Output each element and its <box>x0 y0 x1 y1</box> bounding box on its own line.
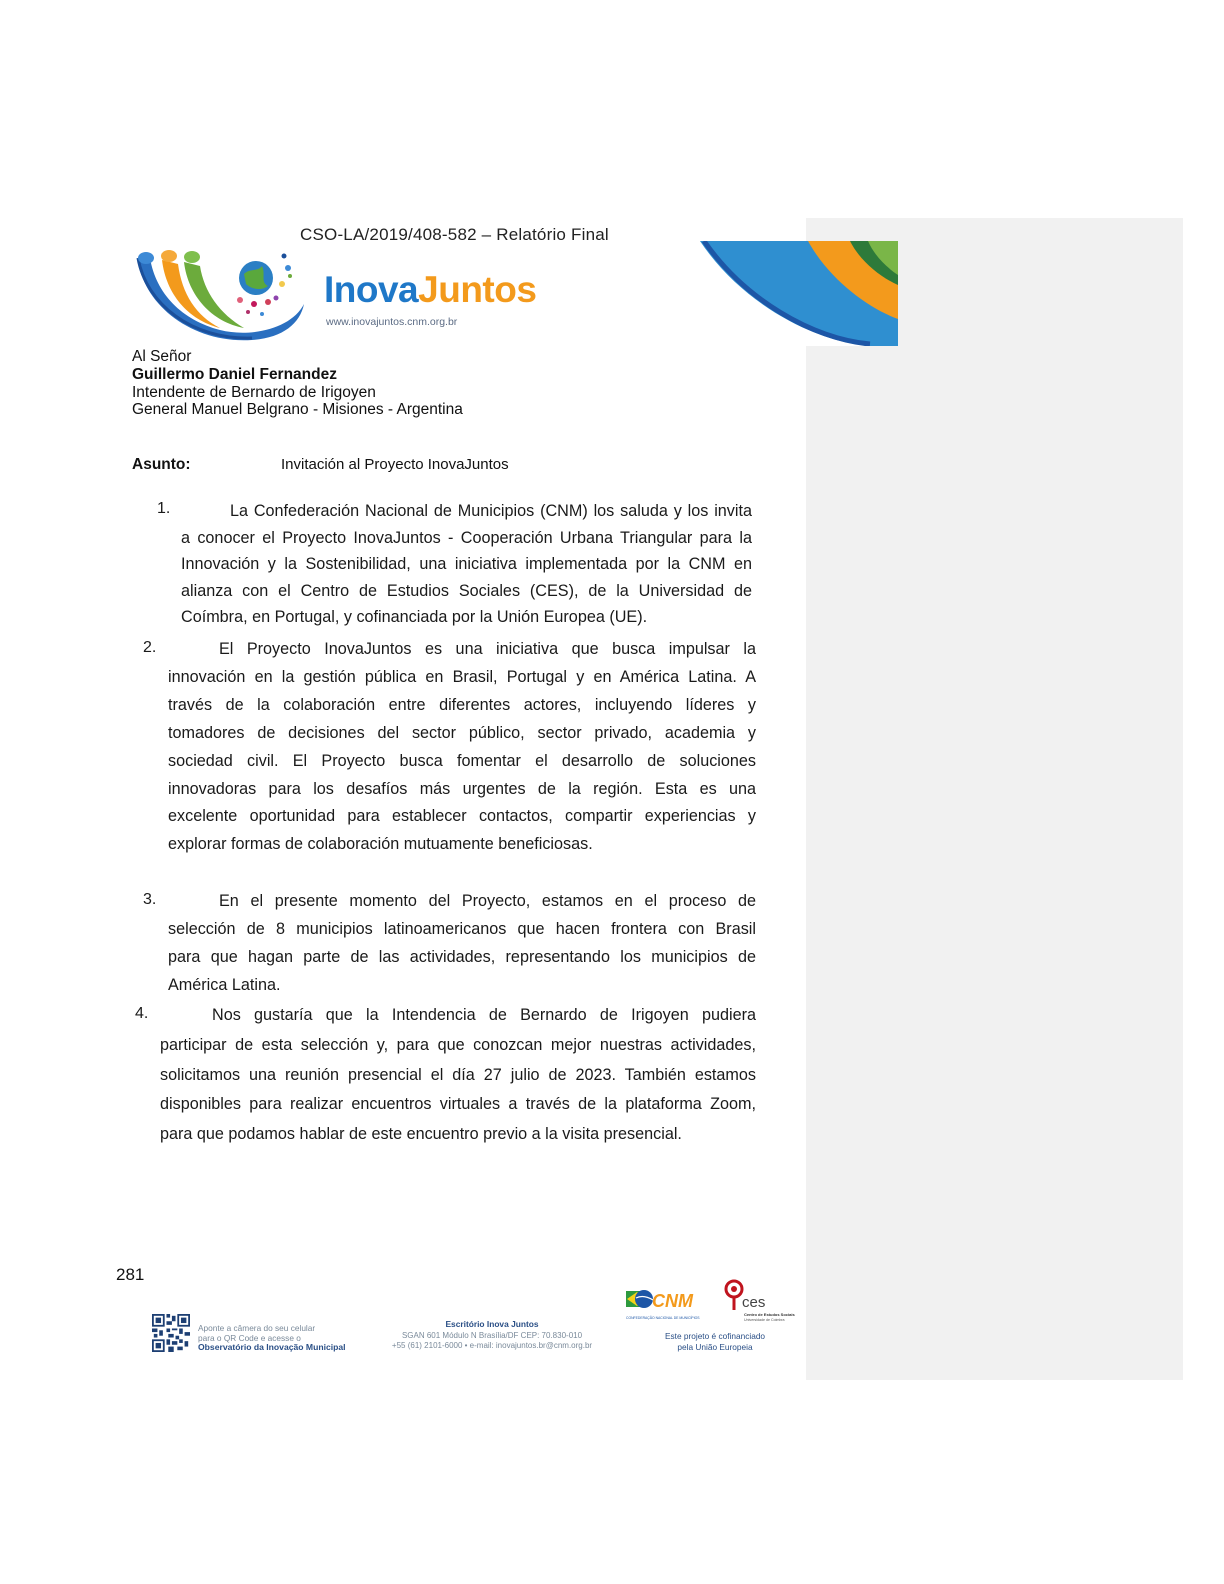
paragraph-line: La Confederación Nacional de Municipios (CNM) los saluda y los invita <box>230 502 752 520</box>
subject-value: Invitación al Proyecto InovaJuntos <box>281 456 509 473</box>
cnm-logo-icon <box>626 1285 710 1325</box>
logo-url: www.inovajuntos.cnm.org.br <box>326 316 458 328</box>
paragraph-line: En el presente momento del Proyecto, estamos en el proceso de <box>219 892 756 910</box>
cnm-logo-subtitle: CONFEDERAÇÃO NACIONAL DE MUNICÍPIOS <box>626 1316 700 1320</box>
page-number: 281 <box>116 1265 145 1284</box>
paragraph-line: El Proyecto InovaJuntos es una iniciativa que busca impulsar la <box>219 640 756 658</box>
paragraph-4 <box>160 1001 756 1150</box>
paragraph-line: participar de esta selección y, para que conozcan mejor nuestras actividades, <box>160 1035 756 1054</box>
paragraph-line: innovación en la gestión pública en Brasil, Portugal y en América Latina. A <box>168 667 756 686</box>
paragraph-line: excelente oportunidad para establecer contactos, compartir experiencias y <box>168 807 756 826</box>
paragraph-line: explorar formas de colaboración mutuamente beneficiosas. <box>168 835 593 854</box>
paragraph-line: tomadores de decisiones del sector público, sector privado, academia y <box>168 723 756 742</box>
paragraph-line: selección de 8 municipios latinoamericanos que hacen frontera con Brasil <box>168 919 756 938</box>
footer-office <box>372 1319 612 1351</box>
footer-office-address: SGAN 601 Módulo N Brasília/DF CEP: 70.830-010 <box>401 1331 583 1340</box>
footer-office-contact: +55 (61) 2101-6000 • e-mail: inovajuntos.br@cnm.org.br <box>391 1341 593 1350</box>
cnm-logo-text: CNM <box>652 1291 693 1311</box>
footer-qr-line: para o QR Code e acesse o <box>198 1332 301 1343</box>
ces-logo-icon <box>722 1279 804 1325</box>
paragraph-line: alianza con el Centro de Estudios Sociales (CES), de la Universidad de <box>181 581 752 600</box>
ces-logo-subtitle: Centro de Estudos Sociais <box>744 1312 795 1317</box>
paragraph-1-number: 1. <box>157 500 171 517</box>
paragraph-line: Coímbra, en Portugal, y cofinanciada por la Unión Europea (UE). <box>181 608 648 627</box>
logo-wordmark <box>324 270 536 310</box>
recipient-location: General Manuel Belgrano - Misiones - Argentina <box>132 401 463 418</box>
footer-eu-note <box>640 1331 790 1352</box>
paragraph-line: para que hagan parte de las actividades, representando los municipios de <box>168 947 756 966</box>
paragraph-3 <box>168 888 756 1000</box>
running-header <box>300 218 620 240</box>
subject-label: Asunto: <box>132 456 191 473</box>
footer-qr-link[interactable]: Observatório da Inovação Municipal <box>198 1342 346 1353</box>
paragraph-2-number: 2. <box>143 639 157 656</box>
footer-eu-line: pela União Europeia <box>677 1341 753 1352</box>
recipient-title: Intendente de Bernardo de Irigoyen <box>132 384 376 401</box>
inovajuntos-logo-icon <box>132 244 312 344</box>
footer-office-title: Escritório Inova Juntos <box>445 1319 539 1329</box>
paragraph-line: Nos gustaría que la Intendencia de Bernardo de Irigoyen pudiera <box>212 1006 756 1024</box>
paragraph-line: América Latina. <box>168 975 281 994</box>
paragraph-line: sociedad civil. El Proyecto busca fomentar el desarrollo de soluciones <box>168 751 756 770</box>
footer-eu-line: Este projeto é cofinanciado <box>664 1331 766 1341</box>
paragraph-line: innovadoras para los desafíos más urgentes de la región. Esta es una <box>168 779 756 798</box>
paragraph-line: solicitamos una reunión presencial el día 27 julio de 2023. También estamos <box>160 1065 756 1084</box>
footer-qr-caption <box>198 1324 346 1353</box>
paragraph-1 <box>181 498 752 631</box>
recipient-name: Guillermo Daniel Fernandez <box>132 366 337 383</box>
footer-qr-line: Aponte a câmera do seu celular <box>198 1323 316 1333</box>
paragraph-2 <box>168 636 756 859</box>
paragraph-line: través de la colaboración entre diferentes actores, incluyendo líderes y <box>168 695 756 714</box>
logo-word-inova: Inova <box>324 269 419 310</box>
paragraph-3-number: 3. <box>143 891 157 908</box>
qr-code-icon <box>152 1314 190 1352</box>
ces-logo-text: ces <box>742 1294 766 1311</box>
paragraph-line: Innovación y la Sostenibilidad, una iniciativa implementada por la CNM en <box>181 555 752 574</box>
paragraph-line: para que podamos hablar de este encuentro previo a la visita presencial. <box>160 1125 682 1144</box>
decorative-swoosh-icon <box>700 241 898 346</box>
paragraph-line: disponibles para realizar encuentros virtuales a través de la plataforma Zoom, <box>160 1095 756 1114</box>
paragraph-line: a conocer el Proyecto InovaJuntos - Cooperación Urbana Triangular para la <box>181 528 752 547</box>
comment-margin-panel <box>806 218 1183 1380</box>
running-header-text: CSO-LA/2019/408-582 – Relatório Final <box>300 225 609 240</box>
paragraph-4-number: 4. <box>135 1005 149 1022</box>
logo-word-juntos: Juntos <box>418 269 537 310</box>
ces-logo-subtitle: Universidade de Coimbra <box>744 1318 785 1322</box>
recipient-salutation: Al Señor <box>132 348 192 365</box>
